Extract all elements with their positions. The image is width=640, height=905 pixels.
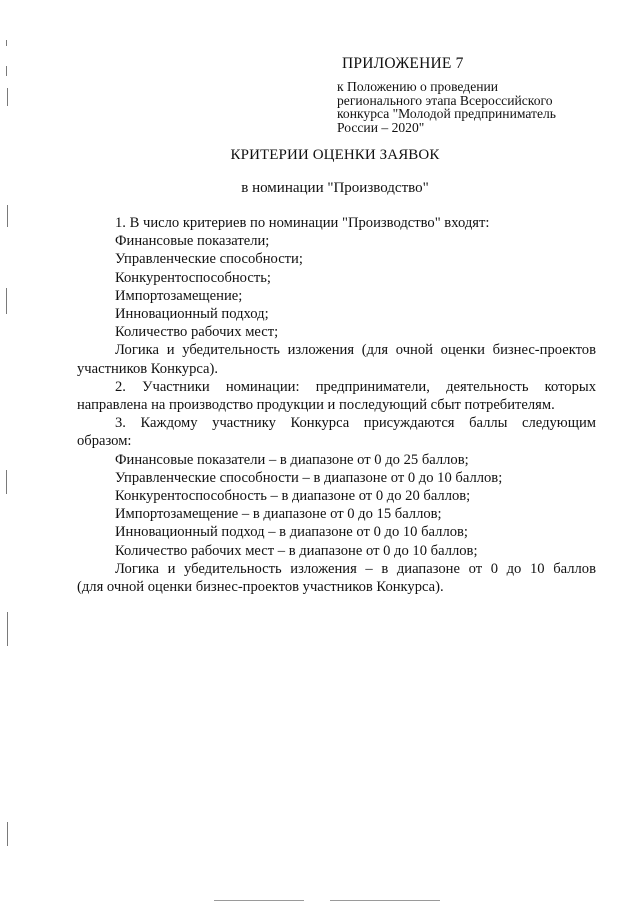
criteria-item-last: Логика и убедительность изложения (для очной оценки бизнес-проектов: [115, 342, 596, 359]
document-body: [77, 214, 596, 596]
score-item: Управленческие способности – в диапазоне от 0 до 10 баллов;: [115, 469, 503, 486]
criteria-item-last-cont: участников Конкурса).: [77, 360, 219, 377]
scan-margin-mark: [7, 822, 8, 846]
scan-margin-mark: [6, 288, 7, 314]
criteria-item: Финансовые показатели;: [115, 233, 270, 250]
document-subtitle: в номинации "Производство": [241, 180, 429, 196]
scan-bottom-mark: [214, 900, 304, 901]
criteria-item: Управленческие способности;: [115, 251, 303, 268]
scan-margin-mark: [7, 612, 8, 646]
paragraph-2-cont: направлена на производство продукции и последующий сбыт потребителям.: [77, 397, 555, 414]
annex-subtitle-line: регионального этапа Всероссийского: [337, 92, 553, 108]
annex-subtitle: [337, 80, 597, 134]
scan-margin-mark: [7, 205, 8, 227]
score-item-last: Логика и убедительность изложения – в диапазоне от 0 до 10 баллов: [115, 560, 596, 577]
criteria-item: Конкурентоспособность;: [115, 269, 271, 286]
scan-margin-mark: [7, 88, 8, 106]
scan-margin-mark: [6, 40, 7, 46]
paragraph-3: 3. Каждому участнику Конкурса присуждаются баллы следующим: [115, 415, 596, 432]
annex-subtitle-line: конкурса "Молодой предприниматель: [337, 106, 556, 121]
criteria-item: Инновационный подход;: [115, 306, 269, 323]
paragraph-1-intro: 1. В число критериев по номинации "Производство" входят:: [115, 215, 490, 231]
annex-subtitle-line: к Положению о проведении: [337, 79, 499, 94]
document-title: КРИТЕРИИ ОЦЕНКИ ЗАЯВОК: [230, 147, 440, 163]
criteria-item: Импортозамещение;: [115, 287, 243, 304]
paragraph-3-cont: образом:: [77, 433, 132, 450]
score-item: Финансовые показатели – в диапазоне от 0 до 25 баллов;: [115, 451, 469, 468]
scan-margin-mark: [6, 470, 7, 494]
annex-subtitle-line: России – 2020": [337, 119, 425, 135]
score-item: Импортозамещение – в диапазоне от 0 до 15 баллов;: [115, 506, 442, 523]
score-item-last-cont: (для очной оценки бизнес-проектов участников Конкурса).: [77, 579, 444, 596]
scan-margin-mark: [6, 66, 7, 76]
score-item: Инновационный подход – в диапазоне от 0 до 10 баллов;: [115, 524, 468, 541]
score-item: Конкурентоспособность – в диапазоне от 0 до 20 баллов;: [115, 488, 471, 505]
score-item: Количество рабочих мест – в диапазоне от 0 до 10 баллов;: [115, 542, 478, 559]
criteria-item: Количество рабочих мест;: [115, 324, 279, 341]
annex-title: ПРИЛОЖЕНИЕ 7: [342, 55, 464, 72]
scan-bottom-mark: [330, 900, 440, 901]
paragraph-2: 2. Участники номинации: предприниматели, деятельность которых: [115, 378, 596, 395]
